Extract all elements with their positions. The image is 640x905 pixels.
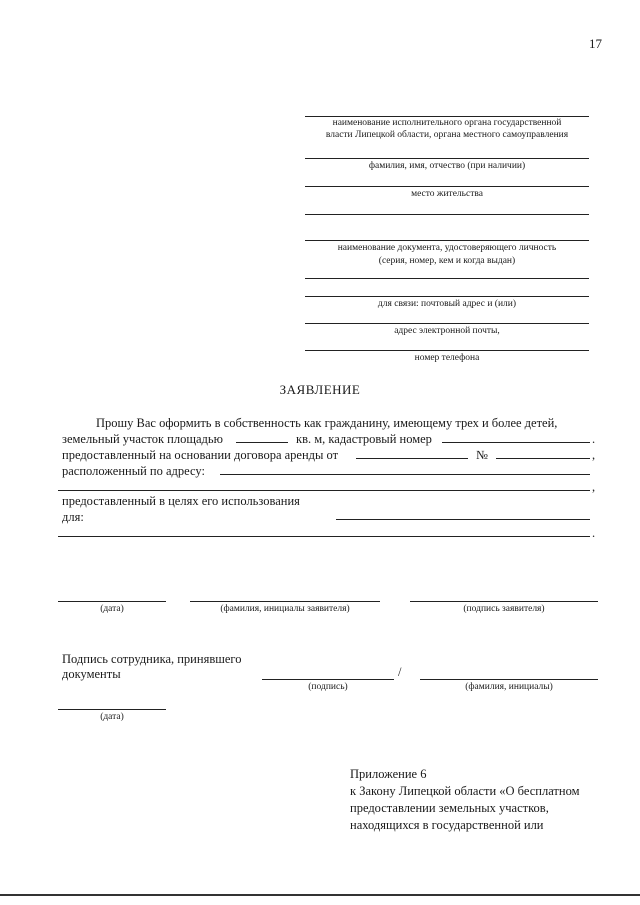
phone-line[interactable] (305, 350, 589, 351)
address-label: расположенный по адресу: (62, 464, 205, 478)
employee-name-caption: (фамилия, инициалы) (465, 682, 553, 692)
date-caption: (дата) (100, 604, 124, 614)
page-number: 17 (589, 36, 602, 51)
comma-2: , (592, 480, 596, 494)
employee-name-line[interactable] (420, 679, 598, 680)
fio-line[interactable] (305, 158, 589, 159)
area-field[interactable] (236, 430, 288, 443)
authority-caption-2: власти Липецкой области, органа местного самоуправления (325, 130, 569, 140)
purpose-label-2: для: (62, 510, 84, 524)
lease-date-field[interactable] (356, 446, 468, 459)
authority-line[interactable] (305, 116, 589, 117)
purpose-label: предоставленный в целях его использования (62, 494, 300, 508)
address-field[interactable] (220, 462, 590, 475)
period-2: . (592, 526, 596, 540)
date-line[interactable] (58, 601, 166, 602)
authority-caption-1: наименование исполнительного органа государственной (332, 118, 562, 128)
number-sign: № (476, 448, 488, 462)
body-line-1: Прошу Вас оформить в собственность как гражданину, имеющему трех и более детей, (96, 416, 558, 430)
applicant-name-line[interactable] (190, 601, 380, 602)
employee-sign-line[interactable] (262, 679, 394, 680)
postal-line[interactable] (305, 296, 589, 297)
appendix-line-3: находящихся в государственной или (350, 818, 544, 832)
address-field-2[interactable] (58, 478, 590, 491)
postal-caption: для связи: почтовый адрес и (или) (377, 299, 517, 309)
lease-number-field[interactable] (496, 446, 590, 459)
purpose-field[interactable] (336, 507, 590, 520)
employee-date-caption: (дата) (100, 712, 124, 722)
page-bottom-edge (0, 894, 640, 896)
residence-line[interactable] (305, 186, 589, 187)
residence-caption: место жительства (411, 189, 483, 199)
employee-sign-caption: (подпись) (308, 682, 348, 692)
id-doc-caption-1: наименование документа, удостоверяющего личность (337, 243, 557, 253)
employee-label-2: документы (62, 667, 121, 681)
phone-caption: номер телефона (414, 353, 480, 363)
lease-label: предоставленный на основании договора аренды от (62, 448, 339, 462)
applicant-name-caption: (фамилия, инициалы заявителя) (220, 604, 350, 614)
purpose-field-2[interactable] (58, 524, 590, 537)
area-label: земельный участок площадью (62, 432, 223, 446)
email-line[interactable] (305, 323, 589, 324)
period-1: . (592, 432, 596, 446)
applicant-sign-caption: (подпись заявителя) (463, 604, 545, 614)
employee-date-line[interactable] (58, 709, 166, 710)
slash: / (398, 665, 402, 679)
id-doc-line-2[interactable] (305, 278, 589, 279)
email-caption: адрес электронной почты, (394, 326, 500, 336)
cadastral-number-field[interactable] (442, 430, 590, 443)
document-title: ЗАЯВЛЕНИЕ (279, 382, 361, 397)
appendix-line-1: к Закону Липецкой области «О бесплатном (350, 784, 580, 798)
id-doc-line[interactable] (305, 240, 589, 241)
applicant-sign-line[interactable] (410, 601, 598, 602)
id-doc-caption-2: (серия, номер, кем и когда выдан) (378, 256, 516, 266)
residence-line-2[interactable] (305, 214, 589, 215)
appendix-title: Приложение 6 (350, 767, 427, 781)
comma-1: , (592, 448, 596, 462)
employee-label-1: Подпись сотрудника, принявшего (62, 652, 242, 666)
area-unit: кв. м, кадастровый номер (296, 432, 432, 446)
fio-caption: фамилия, имя, отчество (при наличии) (368, 161, 526, 171)
appendix-line-2: предоставлении земельных участков, (350, 801, 549, 815)
